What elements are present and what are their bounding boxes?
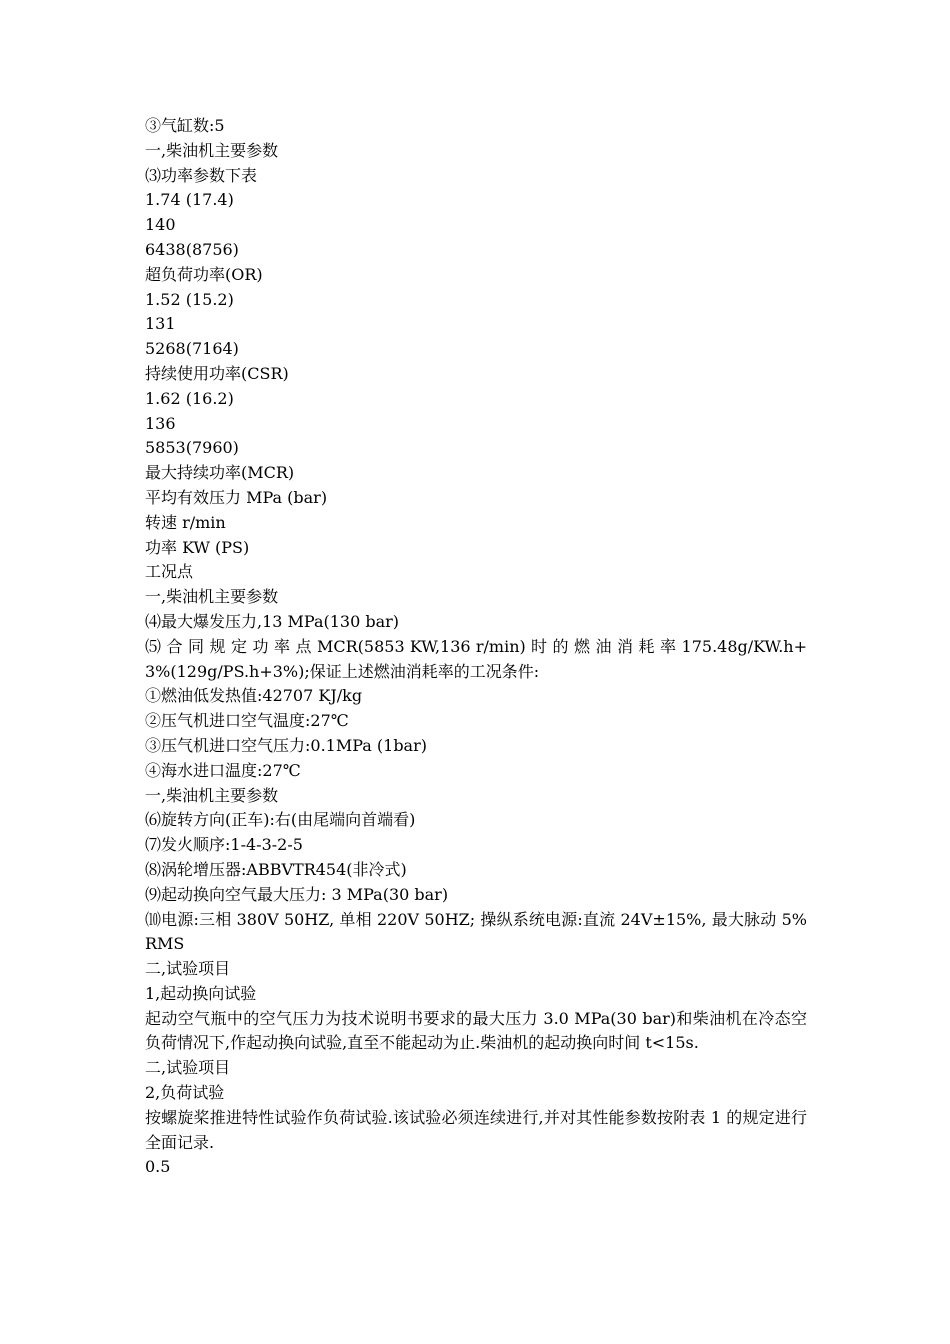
subsection-heading: 2,负荷试验 — [145, 1083, 225, 1103]
text-line: ⑷最大爆发压力,13 MPa(130 bar) — [145, 611, 400, 631]
paragraph: 按螺旋桨推进特性试验作负荷试验.该试验必须连续进行,并对其性能参数按附表 1 的规定进行全面记录. — [145, 1107, 807, 1152]
paragraph: ⑸ 合 同 规 定 功 率 点 MCR(5853 KW,136 r/min) 时 的 燃 油 消 耗 率 175.48g/KW.h+3%(129g/PS.h+3%);保证上述燃油消耗率的工况条件: — [145, 636, 807, 681]
text-line: ③压气机进口空气压力:0.1MPa (1bar) — [145, 735, 427, 755]
text-line: ⑹旋转方向(正车):右(由尾端向首端看) — [145, 810, 416, 830]
paragraph: ⑽电源:三相 380V 50HZ, 单相 220V 50HZ; 操纵系统电源:直流 24V±15%, 最大脉动 5%RMS — [145, 909, 807, 954]
text-line: ⑼起动换向空气最大压力: 3 MPa(30 bar) — [145, 884, 449, 904]
table-value: 140 — [145, 215, 176, 235]
document-body — [145, 114, 807, 1180]
table-value: 5268(7164) — [145, 339, 239, 359]
text-line: ①燃油低发热值:42707 KJ/kg — [145, 686, 363, 706]
text-line: ⑻涡轮增压器:ABBVTR454(非冷式) — [145, 859, 407, 879]
text-line: ④海水进口温度:27℃ — [145, 760, 301, 780]
section-heading: 一,柴油机主要参数 — [145, 587, 279, 607]
table-header: 功率 KW (PS) — [145, 537, 250, 557]
section-heading: 一,柴油机主要参数 — [145, 785, 279, 805]
table-header: 工况点 — [145, 562, 194, 582]
table-value: 5853(7960) — [145, 438, 239, 458]
table-label: 最大持续功率(MCR) — [145, 463, 295, 483]
table-value: 1.52 (15.2) — [145, 289, 234, 309]
table-value: 136 — [145, 413, 176, 433]
paragraph: 起动空气瓶中的空气压力为技术说明书要求的最大压力 3.0 MPa(30 bar)和柴油机在冷态空负荷情况下,作起动换向试验,直至不能起动为止.柴油机的起动换向时间 t<15s. — [145, 1008, 807, 1053]
section-heading: 二,试验项目 — [145, 959, 231, 979]
table-label: 超负荷功率(OR) — [145, 264, 263, 284]
table-value: 6438(8756) — [145, 239, 239, 259]
table-header: 平均有效压力 MPa (bar) — [145, 487, 328, 507]
table-value: 1.62 (16.2) — [145, 388, 234, 408]
text-line: ③气缸数:5 — [145, 116, 225, 135]
table-header: 转速 r/min — [145, 512, 226, 532]
table-value: 131 — [145, 314, 176, 334]
text-line: ⑶功率参数下表 — [145, 165, 258, 185]
text-line: 0.5 — [145, 1157, 171, 1177]
section-heading: 二,试验项目 — [145, 1058, 231, 1078]
text-line: ②压气机进口空气温度:27℃ — [145, 711, 349, 731]
table-label: 持续使用功率(CSR) — [145, 363, 289, 383]
text-line: ⑺发火顺序:1-4-3-2-5 — [145, 835, 303, 855]
section-heading: 一,柴油机主要参数 — [145, 140, 279, 160]
subsection-heading: 1,起动换向试验 — [145, 983, 257, 1003]
table-value: 1.74 (17.4) — [145, 190, 234, 210]
